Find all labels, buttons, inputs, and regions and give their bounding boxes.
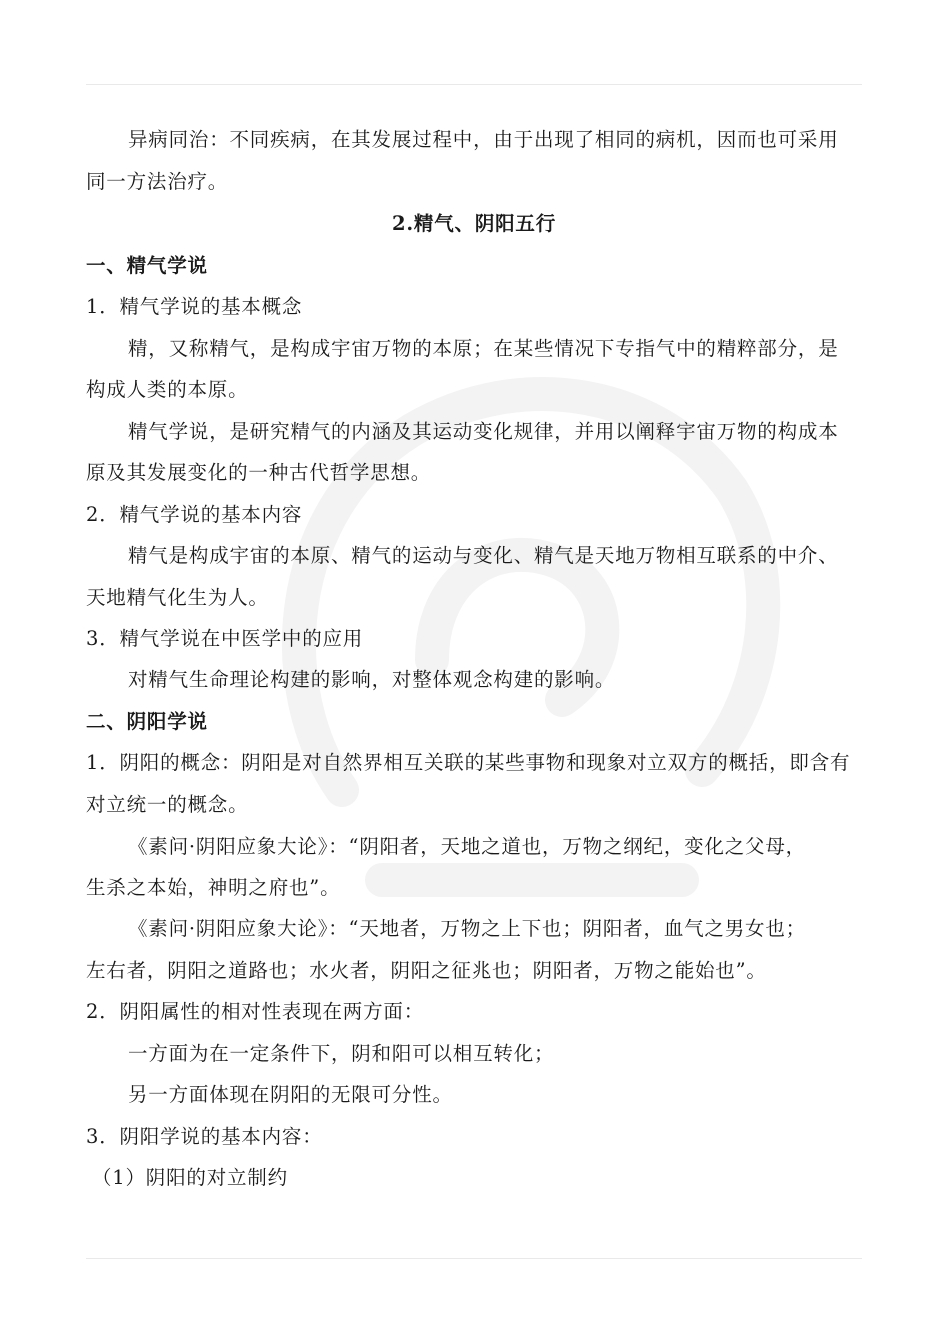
paragraph-line: 构成人类的本原。 (86, 378, 249, 401)
paragraph-line: 天地精气化生为人。 (86, 586, 269, 609)
quote-line: 《素问·阴阳应象大论》：“天地者，万物之上下也；阴阳者，血气之男女也； (128, 917, 806, 940)
paragraph-line: 精气是构成宇宙的本原、精气的运动与变化、精气是天地万物相互联系的中介、 (128, 544, 839, 567)
paragraph-line: 异病同治：不同疾病，在其发展过程中，由于出现了相同的病机，因而也可采用 (128, 128, 839, 151)
section-title: 2.精气、阴阳五行 (391, 212, 557, 235)
paragraph-line: 精，又称精气，是构成宇宙万物的本原；在某些情况下专指气中的精粹部分，是 (128, 337, 839, 360)
item-label: 1．阴阳的概念：阴阳是对自然界相互关联的某些事物和现象对立双方的概括，即含有 (86, 751, 851, 774)
item-label: 3．阴阳学说的基本内容： (86, 1125, 323, 1148)
quote-line: 生杀之本始，神明之府也”。 (86, 876, 341, 899)
header-rule (86, 84, 862, 85)
paragraph-line: 另一方面体现在阴阳的无限可分性。 (128, 1083, 453, 1106)
paragraph-line: 精气学说，是研究精气的内涵及其运动变化规律，并用以阐释宇宙万物的构成本 (128, 420, 839, 443)
item-label: 2．精气学说的基本内容 (86, 503, 303, 526)
item-label: 2．阴阳属性的相对性表现在两方面： (86, 1000, 425, 1023)
item-label: 1．精气学说的基本概念 (86, 295, 303, 318)
item-label: 对立统一的概念。 (86, 793, 249, 816)
paragraph-line: 原及其发展变化的一种古代哲学思想。 (86, 461, 432, 484)
paragraph-line: 同一方法治疗。 (86, 170, 229, 193)
section-heading: 一、精气学说 (86, 254, 208, 277)
sub-item-label: （1）阴阳的对立制约 (92, 1166, 288, 1189)
quote-line: 《素问·阴阳应象大论》：“阴阳者，天地之道也，万物之纲纪，变化之父母， (128, 835, 806, 858)
footer-rule (86, 1258, 862, 1259)
section-heading: 二、阴阳学说 (86, 710, 208, 733)
quote-line: 左右者，阴阳之道路也；水火者，阴阳之征兆也；阴阳者，万物之能始也”。 (86, 959, 767, 982)
paragraph-line: 对精气生命理论构建的影响，对整体观念构建的影响。 (128, 668, 616, 691)
item-label: 3．精气学说在中医学中的应用 (86, 627, 364, 650)
paragraph-line: 一方面为在一定条件下，阴和阳可以相互转化； (128, 1042, 555, 1065)
